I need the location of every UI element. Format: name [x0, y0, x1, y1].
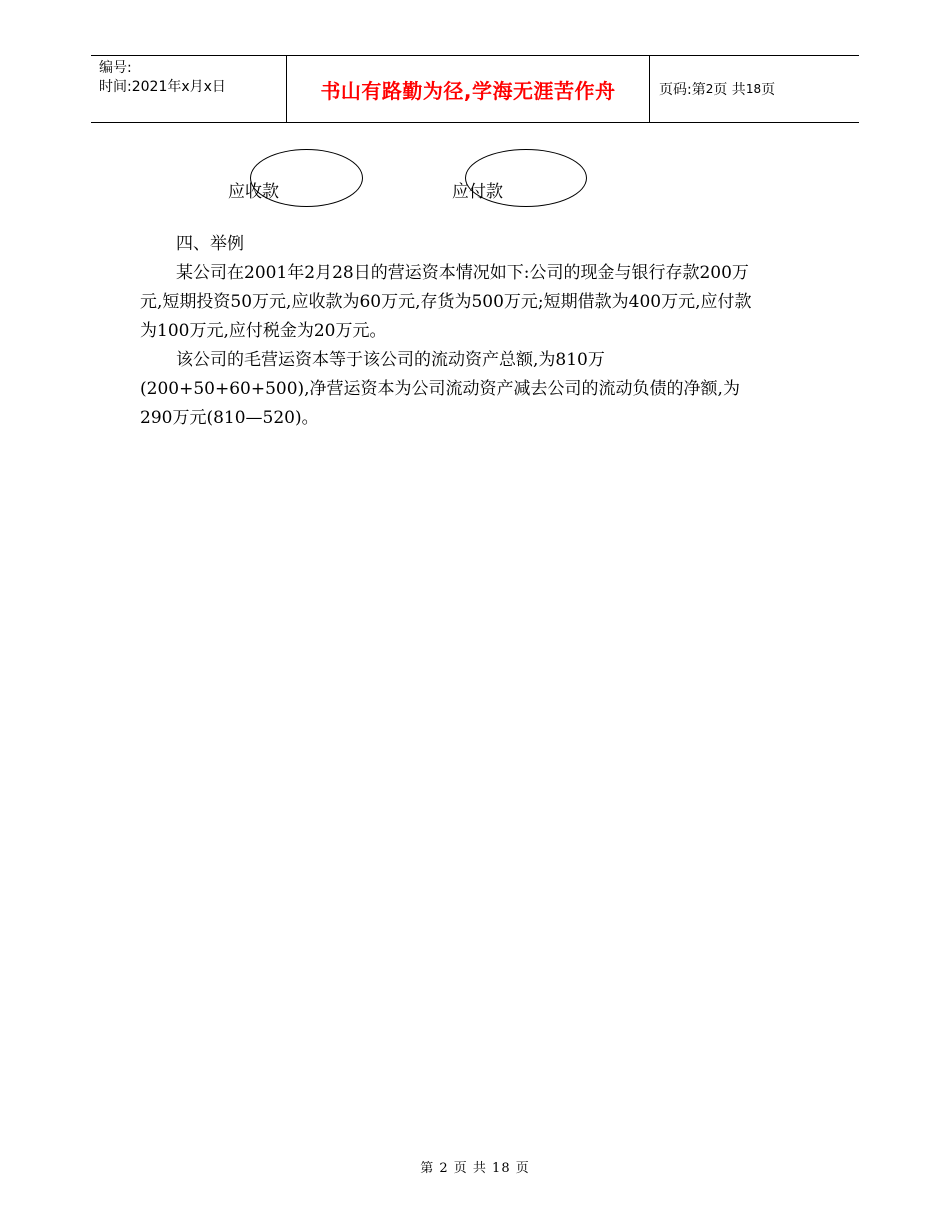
payables-oval: [465, 149, 587, 207]
time-label: 时间:2021年x月x日: [99, 79, 226, 95]
header-motto: 书山有路勤为径,学海无涯苦作舟: [287, 56, 650, 122]
receivables-oval: [250, 149, 363, 207]
example-paragraph-2: 该公司的毛营运资本等于该公司的流动资产总额,为810万(200+50+60+500),净营运资本为公司流动资产减去公司的流动负债的净额,为290万元(810—520)。: [140, 350, 740, 428]
header-meta: [91, 56, 287, 122]
page-total: 18: [745, 82, 762, 96]
example-paragraph-1: 某公司在2001年2月28日的营运资本情况如下:公司的现金与银行存款200万元,短期投资50万元,应收款为60万元,存货为500万元;短期借款为400万元,应付款为100万元,应付税金为20万元。: [140, 263, 752, 341]
number-label: 编号:: [99, 60, 132, 76]
page-mid: 页 共: [713, 82, 746, 98]
example-section: [140, 230, 760, 433]
receivables-label: 应收款: [228, 182, 279, 202]
payables-label: 应付款: [452, 182, 503, 202]
page-prefix: 页码:第: [659, 82, 706, 98]
page-footer: 第 2 页 共 18 页: [420, 1161, 530, 1176]
page-current: 2: [705, 82, 714, 96]
page-suffix: 页: [761, 82, 776, 98]
section-heading: 四、举例: [176, 234, 244, 254]
header-page-info: [650, 56, 859, 122]
document-header: [91, 55, 859, 123]
